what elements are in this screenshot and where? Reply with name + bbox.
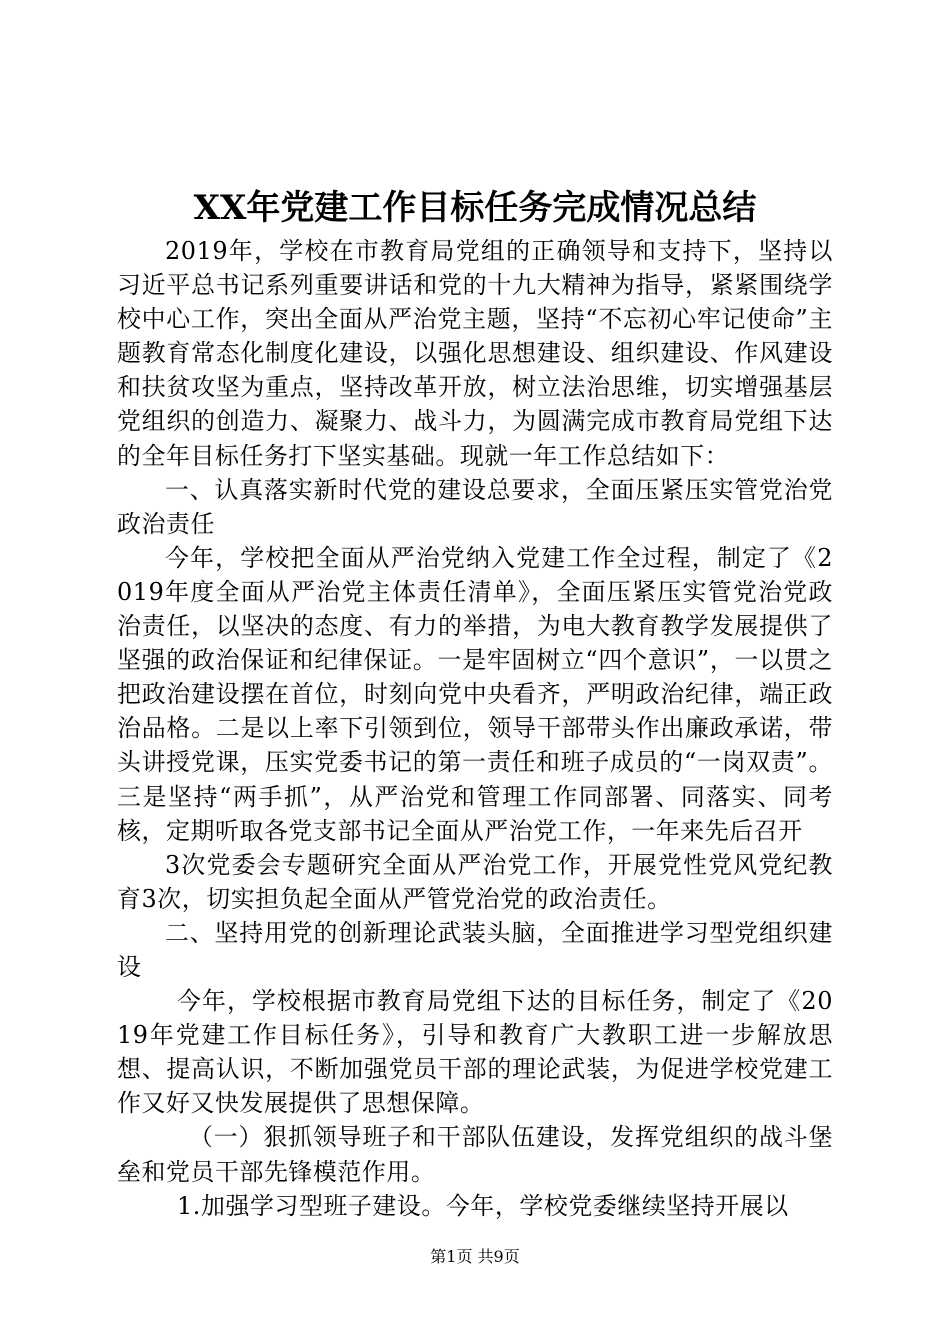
subsection-heading-1: （一）狠抓领导班子和干部队伍建设，发挥党组织的战斗堡垒和党员干部先锋模范作用。 xyxy=(117,1123,833,1186)
paragraph-intro: 2019年，学校在市教育局党组的正确领导和支持下，坚持以习近平总书记系列重要讲话和党的十九大精神为指导，紧紧围绕学校中心工作，突出全面从严治党主题，坚持“不忘初心牢记使命”主题教育常态化制度化建设，以强化思想建设、组织建设、作风建设和扶贫攻坚为重点，坚持改革开放，树立法治思维，切实增强基层党组织的创造力、凝聚力、战斗力，为圆满完成市教育局党组下达的全年目标任务打下坚实基础。现就一年工作总结如下： xyxy=(117,237,833,470)
section-heading-2: 二、坚持用党的创新理论武装头脑，全面推进学习型党组织建设 xyxy=(117,918,833,981)
paragraph-section-1: 今年，学校把全面从严治党纳入党建工作全过程，制定了《2019年度全面从严治党主体责任清单》，全面压紧压实管党治党政治责任，以坚决的态度、有力的举措，为电大教育教学发展提供了坚强的政治保证和纪律保证。一是牢固树立“四个意识”，一以贯之把政治建设摆在首位，时刻向党中央看齐，严明政治纪律，端正政治品格。二是以上率下引领到位，领导干部带头作出廉政承诺，带头讲授党课，压实党委书记的第一责任和班子成员的“一岗双责”。三是坚持“两手抓”，从严治党和管理工作同部署、同落实、同考核，定期听取各党支部书记全面从严治党工作，一年来先后召开 xyxy=(117,543,833,845)
section-heading-1: 一、认真落实新时代党的建设总要求，全面压紧压实管党治党政治责任 xyxy=(117,475,833,538)
page-footer: 第1页 共9页 xyxy=(430,1247,520,1266)
paragraph-section-2: 今年，学校根据市教育局党组下达的目标任务，制定了《2019年党建工作目标任务》，引导和教育广大教职工进一步解放思想、提高认识，不断加强党员干部的理论武装，为促进学校党建工作又好又快发展提供了思想保障。 xyxy=(117,987,833,1118)
document-title: XX年党建工作目标任务完成情况总结 xyxy=(193,188,757,228)
numbered-item-1: 1.加强学习型班子建设。今年，学校党委继续坚持开展以 xyxy=(177,1191,789,1220)
paragraph-section-1-cont: 3次党委会专题研究全面从严治党工作，开展党性党风党纪教育3次，切实担负起全面从严管党治党的政治责任。 xyxy=(117,850,833,913)
document-body xyxy=(117,234,833,1223)
